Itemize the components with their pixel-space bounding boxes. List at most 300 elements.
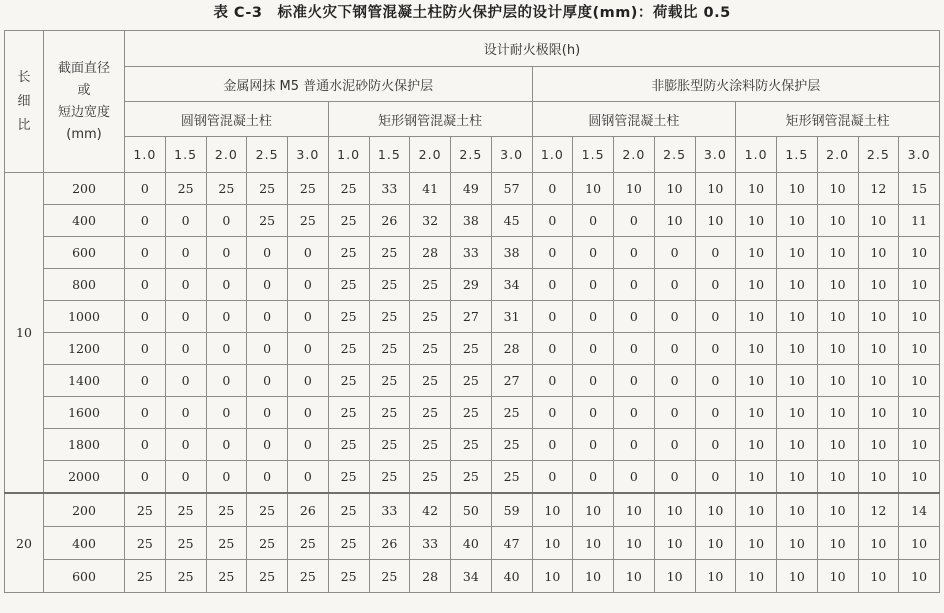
thickness-cell: 25: [125, 560, 166, 593]
thickness-cell: 10: [654, 493, 695, 527]
thickness-cell: 0: [165, 397, 206, 429]
thickness-cell: 0: [614, 301, 655, 333]
thickness-cell: 25: [328, 397, 369, 429]
section-size-cell: 800: [44, 269, 125, 301]
fire-limit-cell: 2.0: [410, 137, 451, 173]
thickness-cell: 0: [532, 397, 573, 429]
thickness-cell: 10: [777, 333, 818, 365]
thickness-cell: 0: [125, 397, 166, 429]
thickness-cell: 0: [573, 365, 614, 397]
thickness-cell: 10: [614, 493, 655, 527]
thickness-cell: 0: [654, 365, 695, 397]
thickness-cell: 0: [125, 461, 166, 494]
section-size-cell: 2000: [44, 461, 125, 494]
section-size-cell: 1400: [44, 365, 125, 397]
thickness-cell: 25: [369, 461, 410, 494]
fire-limit-cell: 2.5: [654, 137, 695, 173]
thickness-cell: 31: [491, 301, 532, 333]
thickness-cell: 25: [328, 333, 369, 365]
thickness-cell: 10: [817, 429, 858, 461]
thickness-cell: 10: [614, 173, 655, 205]
section-size-header: [44, 31, 125, 173]
thickness-cell: 0: [573, 269, 614, 301]
slenderness-char-3: 比: [17, 117, 31, 133]
thickness-cell: 0: [206, 205, 247, 237]
thickness-cell: 0: [206, 397, 247, 429]
slenderness-header: [5, 31, 44, 173]
thickness-cell: 0: [288, 269, 329, 301]
thickness-cell: 10: [817, 333, 858, 365]
thickness-cell: 25: [288, 527, 329, 560]
thickness-cell: 50: [451, 493, 492, 527]
fire-limit-cell: 1.0: [328, 137, 369, 173]
thickness-cell: 10: [899, 560, 940, 593]
thickness-cell: 10: [736, 237, 777, 269]
thickness-cell: 0: [165, 205, 206, 237]
section-size-cell: 1000: [44, 301, 125, 333]
thickness-cell: 10: [736, 493, 777, 527]
thickness-cell: 10: [573, 560, 614, 593]
thickness-cell: 10: [573, 527, 614, 560]
slenderness-char-2: 细: [17, 93, 31, 109]
thickness-cell: 0: [573, 237, 614, 269]
thickness-cell: 25: [451, 429, 492, 461]
thickness-cell: 10: [858, 429, 899, 461]
table-title: 表 C-3 标准火灾下钢管混凝土柱防火保护层的设计厚度(mm)：荷载比 0.5: [213, 5, 731, 21]
thickness-cell: 10: [777, 365, 818, 397]
thickness-cell: 10: [736, 301, 777, 333]
thickness-cell: 10: [573, 173, 614, 205]
thickness-cell: 0: [532, 365, 573, 397]
thickness-cell: 10: [817, 237, 858, 269]
table-row: [5, 365, 940, 397]
fire-limit-cell: 1.0: [532, 137, 573, 173]
thickness-cell: 10: [817, 527, 858, 560]
thickness-cell: 40: [491, 560, 532, 593]
thickness-cell: 26: [288, 493, 329, 527]
thickness-cell: 10: [736, 560, 777, 593]
thickness-cell: 25: [369, 333, 410, 365]
thickness-cell: 33: [451, 237, 492, 269]
thickness-cell: 10: [899, 269, 940, 301]
thickness-cell: 0: [614, 429, 655, 461]
thickness-cell: 10: [777, 397, 818, 429]
thickness-cell: 10: [858, 205, 899, 237]
thickness-cell: 10: [532, 493, 573, 527]
thickness-cell: 0: [165, 301, 206, 333]
thickness-cell: 10: [777, 173, 818, 205]
thickness-cell: 0: [695, 365, 736, 397]
thickness-cell: 11: [899, 205, 940, 237]
thickness-cell: 10: [736, 269, 777, 301]
thickness-cell: 10: [817, 269, 858, 301]
thickness-cell: 10: [899, 301, 940, 333]
thickness-cell: 10: [573, 493, 614, 527]
thickness-cell: 32: [410, 205, 451, 237]
thickness-cell: 25: [451, 333, 492, 365]
thickness-cell: 10: [532, 527, 573, 560]
fire-limit-cell: 2.5: [451, 137, 492, 173]
fire-limit-cell: 3.0: [288, 137, 329, 173]
section-size-cell: 200: [44, 493, 125, 527]
thickness-cell: 0: [206, 365, 247, 397]
coating-protection-header: 非膨胀型防火涂料防火保护层: [532, 67, 940, 102]
table-row: [5, 493, 940, 527]
thickness-cell: 10: [736, 365, 777, 397]
thickness-cell: 25: [451, 365, 492, 397]
thickness-cell: 59: [491, 493, 532, 527]
section-size-cell: 400: [44, 205, 125, 237]
slenderness-value: 10: [5, 173, 44, 494]
thickness-cell: 0: [573, 397, 614, 429]
thickness-cell: 25: [369, 269, 410, 301]
thickness-cell: 25: [451, 461, 492, 494]
thickness-cell: 14: [899, 493, 940, 527]
thickness-cell: 25: [410, 269, 451, 301]
thickness-cell: 0: [165, 237, 206, 269]
thickness-cell: 0: [532, 237, 573, 269]
thickness-cell: 10: [817, 560, 858, 593]
section-line-4: (mm): [66, 126, 102, 142]
section-size-cell: 600: [44, 560, 125, 593]
thickness-cell: 0: [614, 269, 655, 301]
thickness-cell: 25: [165, 173, 206, 205]
fire-limit-cell: 2.5: [247, 137, 288, 173]
thickness-cell: 10: [532, 560, 573, 593]
thickness-cell: 28: [410, 237, 451, 269]
thickness-cell: 0: [206, 237, 247, 269]
thickness-cell: 25: [410, 301, 451, 333]
circular-column-header-1: 圆钢管混凝土柱: [125, 102, 329, 137]
section-line-2: 或: [77, 82, 91, 98]
thickness-cell: 0: [288, 461, 329, 494]
section-size-cell: 1200: [44, 333, 125, 365]
thickness-cell: 0: [573, 205, 614, 237]
thickness-cell: 0: [288, 237, 329, 269]
section-line-3: 短边宽度: [57, 104, 110, 120]
thickness-cell: 10: [817, 173, 858, 205]
thickness-cell: 25: [369, 397, 410, 429]
thickness-cell: 25: [410, 397, 451, 429]
thickness-cell: 0: [165, 333, 206, 365]
fire-limit-cell: 3.0: [491, 137, 532, 173]
thickness-cell: 25: [247, 493, 288, 527]
thickness-cell: 10: [817, 461, 858, 494]
thickness-cell: 0: [532, 461, 573, 494]
table-row: [5, 301, 940, 333]
thickness-cell: 0: [206, 429, 247, 461]
thickness-cell: 38: [451, 205, 492, 237]
circular-column-header-2: 圆钢管混凝土柱: [532, 102, 736, 137]
thickness-cell: 10: [614, 527, 655, 560]
thickness-cell: 0: [614, 333, 655, 365]
thickness-cell: 0: [573, 461, 614, 494]
fire-limit-cell: 2.0: [817, 137, 858, 173]
thickness-cell: 0: [247, 397, 288, 429]
thickness-cell: 0: [532, 333, 573, 365]
thickness-cell: 10: [777, 429, 818, 461]
fire-limit-cell: 1.5: [573, 137, 614, 173]
thickness-cell: 0: [532, 205, 573, 237]
thickness-cell: 25: [288, 560, 329, 593]
fire-limit-cell: 3.0: [695, 137, 736, 173]
section-size-cell: 400: [44, 527, 125, 560]
thickness-cell: 25: [369, 237, 410, 269]
fire-limit-cell: 1.5: [165, 137, 206, 173]
thickness-cell: 0: [247, 301, 288, 333]
thickness-cell: 0: [125, 301, 166, 333]
thickness-cell: 0: [247, 333, 288, 365]
thickness-cell: 10: [654, 560, 695, 593]
thickness-cell: 25: [328, 237, 369, 269]
thickness-cell: 10: [858, 365, 899, 397]
thickness-cell: 42: [410, 493, 451, 527]
thickness-cell: 25: [328, 301, 369, 333]
thickness-cell: 0: [654, 397, 695, 429]
thickness-cell: 0: [573, 429, 614, 461]
thickness-cell: 0: [125, 237, 166, 269]
thickness-cell: 25: [369, 365, 410, 397]
thickness-cell: 10: [736, 461, 777, 494]
section-size-cell: 200: [44, 173, 125, 205]
thickness-cell: 10: [858, 397, 899, 429]
thickness-cell: 10: [695, 527, 736, 560]
thickness-cell: 25: [247, 173, 288, 205]
thickness-cell: 25: [125, 493, 166, 527]
thickness-cell: 0: [247, 365, 288, 397]
thickness-cell: 26: [369, 205, 410, 237]
thickness-cell: 10: [654, 527, 695, 560]
thickness-cell: 10: [858, 301, 899, 333]
thickness-cell: 25: [369, 429, 410, 461]
thickness-cell: 25: [491, 461, 532, 494]
section-size-cell: 600: [44, 237, 125, 269]
thickness-cell: 0: [695, 397, 736, 429]
thickness-cell: 25: [125, 527, 166, 560]
thickness-cell: 10: [899, 397, 940, 429]
thickness-cell: 0: [165, 365, 206, 397]
thickness-cell: 33: [369, 173, 410, 205]
thickness-cell: 10: [858, 237, 899, 269]
fire-limit-cell: 2.0: [206, 137, 247, 173]
thickness-cell: 10: [654, 173, 695, 205]
thickness-cell: 10: [695, 173, 736, 205]
thickness-cell: 12: [858, 493, 899, 527]
thickness-cell: 47: [491, 527, 532, 560]
thickness-cell: 10: [777, 527, 818, 560]
table-row: [5, 269, 940, 301]
table-row: [5, 461, 940, 494]
thickness-cell: 0: [532, 269, 573, 301]
thickness-cell: 0: [288, 333, 329, 365]
thickness-cell: 25: [328, 461, 369, 494]
thickness-cell: 0: [695, 237, 736, 269]
slenderness-value: 20: [5, 493, 44, 593]
thickness-cell: 25: [451, 397, 492, 429]
thickness-cell: 10: [777, 560, 818, 593]
thickness-cell: 25: [247, 527, 288, 560]
thickness-cell: 0: [654, 301, 695, 333]
slenderness-char-1: 长: [17, 69, 31, 85]
thickness-cell: 10: [695, 205, 736, 237]
thickness-cell: 25: [410, 429, 451, 461]
thickness-cell: 25: [491, 397, 532, 429]
thickness-cell: 25: [410, 333, 451, 365]
thickness-cell: 25: [328, 493, 369, 527]
thickness-cell: 10: [736, 429, 777, 461]
thickness-cell: 0: [695, 301, 736, 333]
thickness-cell: 10: [899, 365, 940, 397]
thickness-cell: 10: [736, 205, 777, 237]
thickness-cell: 0: [165, 461, 206, 494]
thickness-cell: 0: [125, 365, 166, 397]
thickness-cell: 0: [165, 269, 206, 301]
thickness-cell: 33: [410, 527, 451, 560]
thickness-cell: 25: [491, 429, 532, 461]
table-row: [5, 397, 940, 429]
thickness-cell: 0: [247, 429, 288, 461]
thickness-cell: 0: [247, 237, 288, 269]
thickness-cell: 25: [410, 461, 451, 494]
section-size-cell: 1600: [44, 397, 125, 429]
thickness-cell: 25: [165, 493, 206, 527]
thickness-cell: 10: [695, 493, 736, 527]
thickness-cell: 40: [451, 527, 492, 560]
thickness-cell: 10: [736, 397, 777, 429]
thickness-cell: 0: [206, 333, 247, 365]
thickness-cell: 15: [899, 173, 940, 205]
thickness-cell: 0: [614, 397, 655, 429]
thickness-cell: 34: [491, 269, 532, 301]
thickness-cell: 0: [165, 429, 206, 461]
thickness-cell: 0: [532, 301, 573, 333]
thickness-cell: 38: [491, 237, 532, 269]
thickness-cell: 10: [777, 269, 818, 301]
thickness-cell: 0: [532, 429, 573, 461]
thickness-cell: 45: [491, 205, 532, 237]
thickness-cell: 10: [817, 301, 858, 333]
thickness-cell: 0: [125, 269, 166, 301]
thickness-cell: 10: [614, 560, 655, 593]
thickness-cell: 0: [532, 173, 573, 205]
thickness-cell: 34: [451, 560, 492, 593]
thickness-cell: 10: [899, 429, 940, 461]
thickness-cell: 25: [410, 365, 451, 397]
thickness-cell: 0: [125, 429, 166, 461]
thickness-cell: 10: [777, 461, 818, 494]
thickness-cell: 27: [491, 365, 532, 397]
thickness-cell: 25: [206, 527, 247, 560]
fire-limit-cell: 2.0: [614, 137, 655, 173]
thickness-cell: 10: [817, 493, 858, 527]
thickness-cell: 25: [369, 560, 410, 593]
thickness-cell: 25: [328, 173, 369, 205]
thickness-cell: 0: [125, 333, 166, 365]
fire-limit-header: 设计耐火极限(h): [125, 31, 940, 67]
thickness-cell: 25: [247, 205, 288, 237]
thickness-cell: 0: [247, 461, 288, 494]
thickness-cell: 0: [125, 205, 166, 237]
thickness-cell: 25: [328, 560, 369, 593]
thickness-cell: 25: [328, 205, 369, 237]
thickness-cell: 10: [777, 301, 818, 333]
thickness-cell: 0: [654, 237, 695, 269]
thickness-cell: 0: [206, 461, 247, 494]
thickness-cell: 25: [206, 560, 247, 593]
table-row: [5, 560, 940, 593]
rect-column-header-2: 矩形钢管混凝土柱: [736, 102, 940, 137]
table-row: [5, 429, 940, 461]
thickness-cell: 0: [614, 205, 655, 237]
table-row: [5, 173, 940, 205]
thickness-cell: 10: [858, 527, 899, 560]
thickness-cell: 25: [206, 173, 247, 205]
rect-column-header-1: 矩形钢管混凝土柱: [328, 102, 532, 137]
fire-limit-cell: 2.5: [858, 137, 899, 173]
thickness-cell: 12: [858, 173, 899, 205]
thickness-cell: 10: [736, 527, 777, 560]
thickness-cell: 10: [736, 173, 777, 205]
table-row: [5, 333, 940, 365]
thickness-cell: 10: [858, 333, 899, 365]
thickness-cell: 0: [654, 269, 695, 301]
thickness-cell: 27: [451, 301, 492, 333]
thickness-cell: 0: [288, 301, 329, 333]
fire-limit-cell: 1.0: [125, 137, 166, 173]
thickness-cell: 25: [206, 493, 247, 527]
thickness-cell: 25: [328, 527, 369, 560]
thickness-cell: 25: [247, 560, 288, 593]
thickness-cell: 10: [736, 333, 777, 365]
thickness-cell: 10: [777, 205, 818, 237]
thickness-cell: 0: [614, 365, 655, 397]
thickness-cell: 25: [328, 429, 369, 461]
thickness-cell: 0: [573, 333, 614, 365]
thickness-cell: 0: [654, 429, 695, 461]
thickness-cell: 25: [288, 173, 329, 205]
fire-limit-cell: 1.5: [777, 137, 818, 173]
thickness-cell: 57: [491, 173, 532, 205]
thickness-cell: 10: [899, 237, 940, 269]
thickness-cell: 33: [369, 493, 410, 527]
thickness-cell: 10: [817, 365, 858, 397]
thickness-cell: 0: [695, 333, 736, 365]
thickness-cell: 0: [654, 461, 695, 494]
thickness-cell: 25: [328, 365, 369, 397]
thickness-cell: 0: [695, 461, 736, 494]
thickness-cell: 0: [125, 173, 166, 205]
thickness-cell: 10: [899, 527, 940, 560]
thickness-cell: 10: [858, 269, 899, 301]
thickness-cell: 10: [777, 237, 818, 269]
thickness-cell: 10: [899, 333, 940, 365]
thickness-cell: 0: [614, 461, 655, 494]
thickness-cell: 41: [410, 173, 451, 205]
thickness-cell: 28: [491, 333, 532, 365]
thickness-cell: 0: [206, 269, 247, 301]
thickness-cell: 10: [654, 205, 695, 237]
table-row: [5, 205, 940, 237]
thickness-cell: 10: [858, 461, 899, 494]
thickness-cell: 0: [288, 365, 329, 397]
thickness-cell: 25: [288, 205, 329, 237]
thickness-cell: 0: [288, 397, 329, 429]
thickness-cell: 10: [817, 397, 858, 429]
table-row: [5, 237, 940, 269]
table-row: [5, 527, 940, 560]
thickness-cell: 10: [695, 560, 736, 593]
mortar-protection-header: 金属网抹 M5 普通水泥砂防火保护层: [125, 67, 533, 102]
